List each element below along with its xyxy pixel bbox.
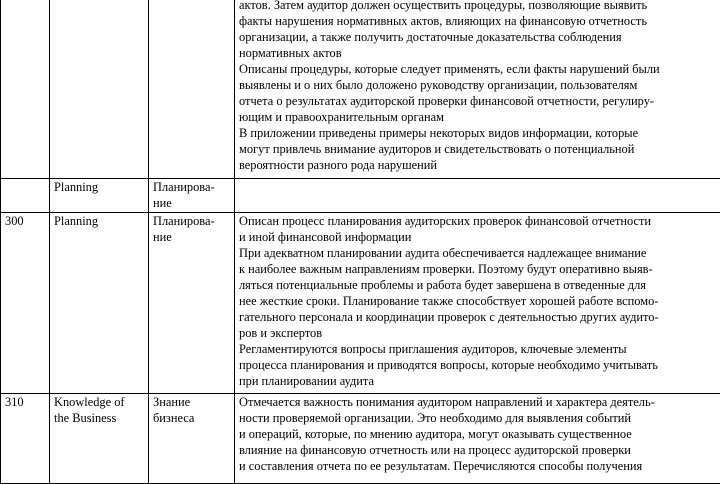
standard-code: 300 — [5, 213, 46, 229]
description-paragraph: Описан процесс планирования аудиторских проверок финансовой отчетности и иной финансовой информации — [239, 213, 717, 245]
standard-name-en: Planning — [54, 179, 145, 195]
standard-name-ru-cell — [149, 0, 235, 179]
standard-description-cell — [235, 213, 720, 394]
description-paragraph: актов. Затем аудитор должен осуществить процедуры, позволяющие выявить факты нарушения нормативных актов, влияющих на финансовую отчетность организации, а также получить достаточные доказательства соблюдения нормативных актов — [239, 0, 717, 61]
standard-code: 310 — [5, 394, 46, 410]
standard-code-cell — [1, 179, 50, 213]
description-paragraph: Отмечается важность понимания аудитором направлений и характера деятель- ности проверяемой организации. Это необходимо для выявления событий и операций, которые, по мнению аудитора, могут оказывать существенное влияние на финансовую отчетность или на процесс аудиторской проверки и составления отчета по ее результатам. Перечисляются способы получения — [239, 394, 717, 474]
table-row — [1, 179, 720, 213]
standard-code-cell — [1, 213, 50, 394]
standard-description-cell — [235, 179, 720, 213]
description-paragraph: Описаны процедуры, которые следует применять, если факты нарушений были выявлены и о них было доложено руководству организации, пользователям отчета о результатах аудиторской проверки финансовой отчетности, регулиру- ющим и правоохранительным органам — [239, 61, 717, 125]
table-row — [1, 394, 720, 484]
standard-name-ru-cell — [149, 394, 235, 484]
description-paragraph: Регламентируются вопросы приглашения аудиторов, ключевые элементы процесса планирования и приводятся вопросы, которые необходимо учитывать при планировании аудита — [239, 341, 717, 389]
standard-code-cell — [1, 0, 50, 179]
standard-name-ru: Знание бизнеса — [153, 394, 231, 426]
description-paragraph: При адекватном планировании аудита обеспечивается надлежащее внимание к наиболее важным направлениям проверки. Поэтому будут оперативно выяв- ляться потенциальные проблемы и работа будет завершена в отведенные для нее жесткие сроки. Планирование также способствует хорошей работе вспомо- гательного персонала и координации проверок с деятельностью других аудито- ров и экспертов — [239, 245, 717, 341]
standard-name-en-cell — [50, 0, 149, 179]
standard-name-ru-cell — [149, 213, 235, 394]
table-row — [1, 0, 720, 179]
standard-code-cell — [1, 394, 50, 484]
standard-name-en-cell — [50, 213, 149, 394]
standard-name-ru: Планирова- ние — [153, 213, 231, 245]
standard-name-en: Planning — [54, 213, 145, 229]
standard-name-en: Knowledge of the Business — [54, 394, 145, 426]
standard-description-cell — [235, 0, 720, 179]
standard-name-en-cell — [50, 394, 149, 484]
description-paragraph: В приложении приведены примеры некоторых видов информации, которые могут привлечь внимание аудиторов и свидетельствовать о потенциальной вероятности разного рода нарушений — [239, 125, 717, 173]
standard-name-en-cell — [50, 179, 149, 213]
standard-name-ru: Планирова- ние — [153, 179, 231, 211]
table-row — [1, 213, 720, 394]
standard-name-ru-cell — [149, 179, 235, 213]
standard-description-cell — [235, 394, 720, 484]
